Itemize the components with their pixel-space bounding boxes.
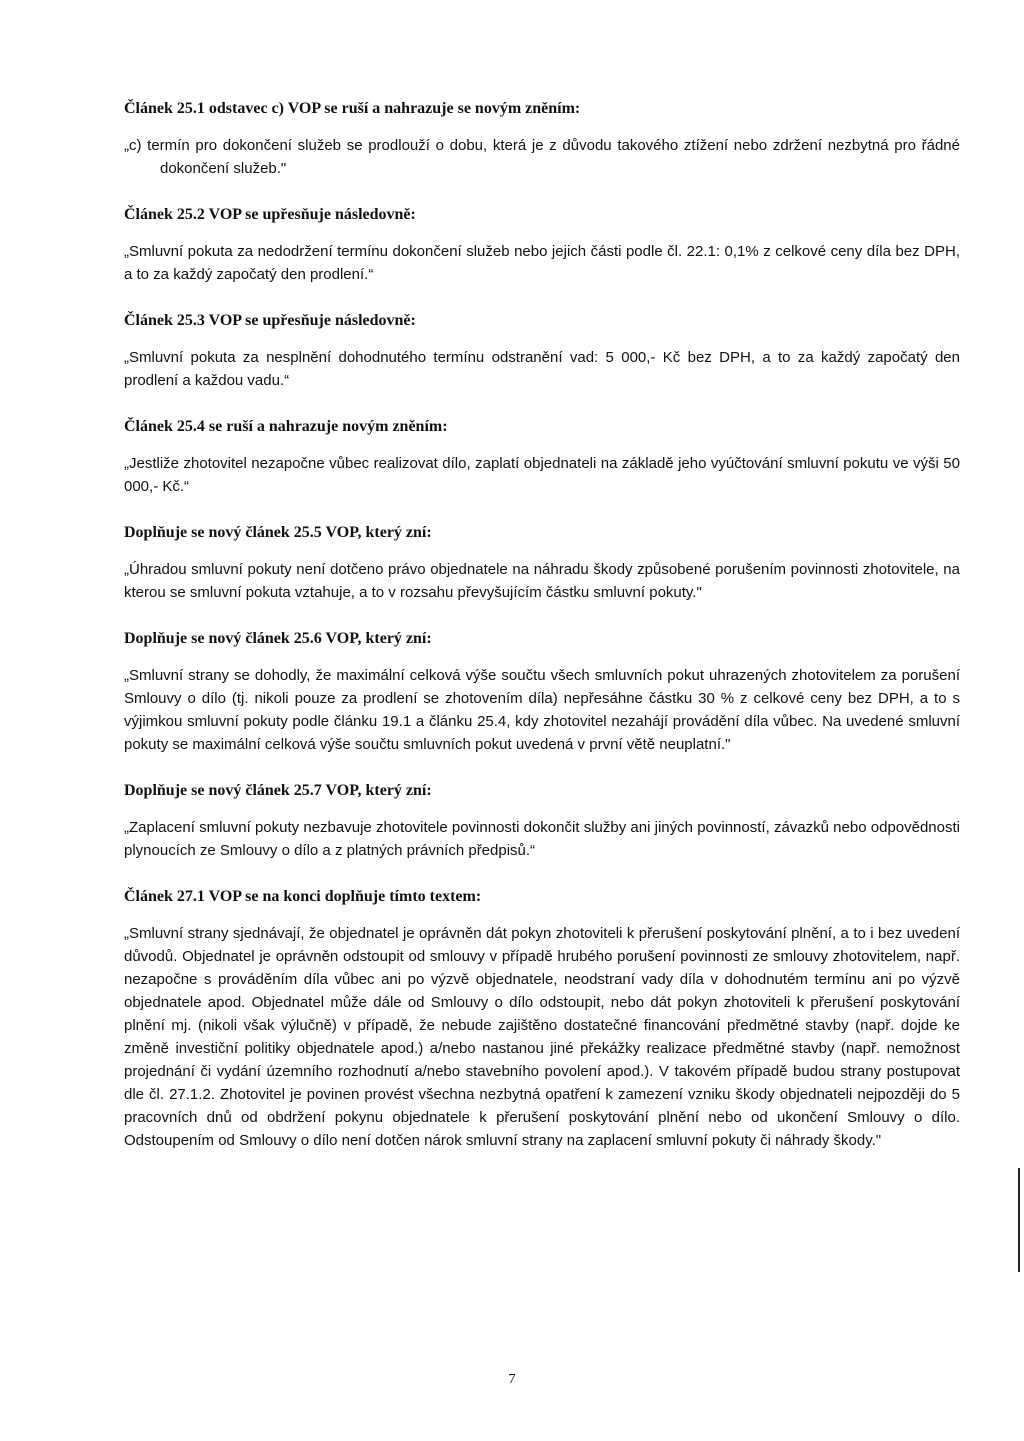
section-heading: Doplňuje se nový článek 25.5 VOP, který zní: xyxy=(124,524,432,541)
section-heading: Článek 25.2 VOP se upřesňuje následovně: xyxy=(124,206,416,223)
document-page xyxy=(124,98,960,1152)
section-text: „c) termín pro dokončení služeb se prodlouží o dobu, která je z důvodu takového ztížení nebo zdržení nezbytná pro řádné dokončení služeb." xyxy=(124,137,960,177)
section-text: „Jestliže zhotovitel nezapočne vůbec realizovat dílo, zaplatí objednateli na základě jeho vyúčtování smluvní pokutu ve výši 50 000,- Kč.“ xyxy=(124,455,960,495)
section-text: „Úhradou smluvní pokuty není dotčeno právo objednatele na náhradu škody způsobené porušením povinnosti zhotovitele, na kterou se smluvní pokuta vztahuje, a to v rozsahu převyšujícím částku smluvní pokuty." xyxy=(124,561,960,601)
section-25-1 xyxy=(124,98,960,180)
section-text: „Smluvní pokuta za nedodržení termínu dokončení služeb nebo jejich části podle čl. 22.1: 0,1% z celkové ceny díla bez DPH, a to za každý započatý den prodlení.“ xyxy=(124,243,960,283)
section-text: „Zaplacení smluvní pokuty nezbavuje zhotovitele povinnosti dokončit služby ani jiných povinností, závazků nebo odpovědnosti plynoucích ze Smlouvy o dílo a z platných právních předpisů.“ xyxy=(124,819,960,859)
section-27-1 xyxy=(124,886,960,1152)
section-25-2 xyxy=(124,204,960,286)
section-text: „Smluvní strany sjednávají, že objednatel je oprávněn dát pokyn zhotoviteli k přerušení poskytování plnění, a to i bez uvedení důvodů. Objednatel je oprávněn odstoupit od smlouvy v případě hrubého porušení povinnosti ze smlouvy zhotovitelem, např. nezapočne s prováděním díla vůbec ani po výzvě objednatele, neodstraní vady díla v dohodnutém termínu ani po výzvě objednatele apod. Objednatel může dále od Smlouvy o dílo odstoupit, nebo dát pokyn zhotoviteli k přerušení poskytování plnění mj. (nikoli však výlučně) v případě, že nebude zajištěno dostatečné financování předmětné stavby (např. dojde ke změně investiční politiky objednatele apod.) a/nebo nastanou jiné překážky realizace předmětné stavby (např. nemožnost projednání či vydání územního rozhodnutí a/nebo stavebního povolení apod.). V takovém případě budou strany postupovat dle čl. 27.1.2. Zhotovitel je povinen provést všechna nezbytná opatření k zamezení vzniku škody objednateli nejpozději do 5 pracovních dnů od obdržení pokynu objednatele k přerušení poskytování plnění nebo od ukončení Smlouvy o dílo. Odstoupením od Smlouvy o dílo není dotčen nárok smluvní strany na zaplacení smluvní pokuty či náhrady škody." xyxy=(124,925,960,1149)
section-heading: Článek 25.4 se ruší a nahrazuje novým zněním: xyxy=(124,418,448,435)
margin-change-bar xyxy=(1018,1168,1020,1272)
section-25-6 xyxy=(124,628,960,756)
section-heading: Doplňuje se nový článek 25.6 VOP, který zní: xyxy=(124,630,432,647)
section-text: „Smluvní strany se dohodly, že maximální celková výše součtu všech smluvních pokut uhrazených zhotovitelem za porušení Smlouvy o dílo (tj. nikoli pouze za prodlení se zhotovením díla) nepřesáhne částku 30 % z celkové ceny bez DPH, a to s výjimkou smluvní pokuty podle článku 19.1 a článku 25.4, kdy zhotovitel nezahájí provádění díla vůbec. Na uvedené smluvní pokuty se maximální celková výše součtu smluvních pokut uvedená v první větě neuplatní." xyxy=(124,667,960,753)
section-25-5 xyxy=(124,522,960,604)
section-25-7 xyxy=(124,780,960,862)
page-number: 7 xyxy=(508,1372,516,1387)
section-25-4 xyxy=(124,416,960,498)
section-heading: Článek 25.1 odstavec c) VOP se ruší a nahrazuje se novým zněním: xyxy=(124,100,581,117)
section-text: „Smluvní pokuta za nesplnění dohodnutého termínu odstranění vad: 5 000,- Kč bez DPH, a to za každý započatý den prodlení a každou vadu.“ xyxy=(124,349,960,389)
section-25-3 xyxy=(124,310,960,392)
section-heading: Doplňuje se nový článek 25.7 VOP, který zní: xyxy=(124,782,432,799)
section-heading: Článek 27.1 VOP se na konci doplňuje tímto textem: xyxy=(124,888,482,905)
section-heading: Článek 25.3 VOP se upřesňuje následovně: xyxy=(124,312,416,329)
